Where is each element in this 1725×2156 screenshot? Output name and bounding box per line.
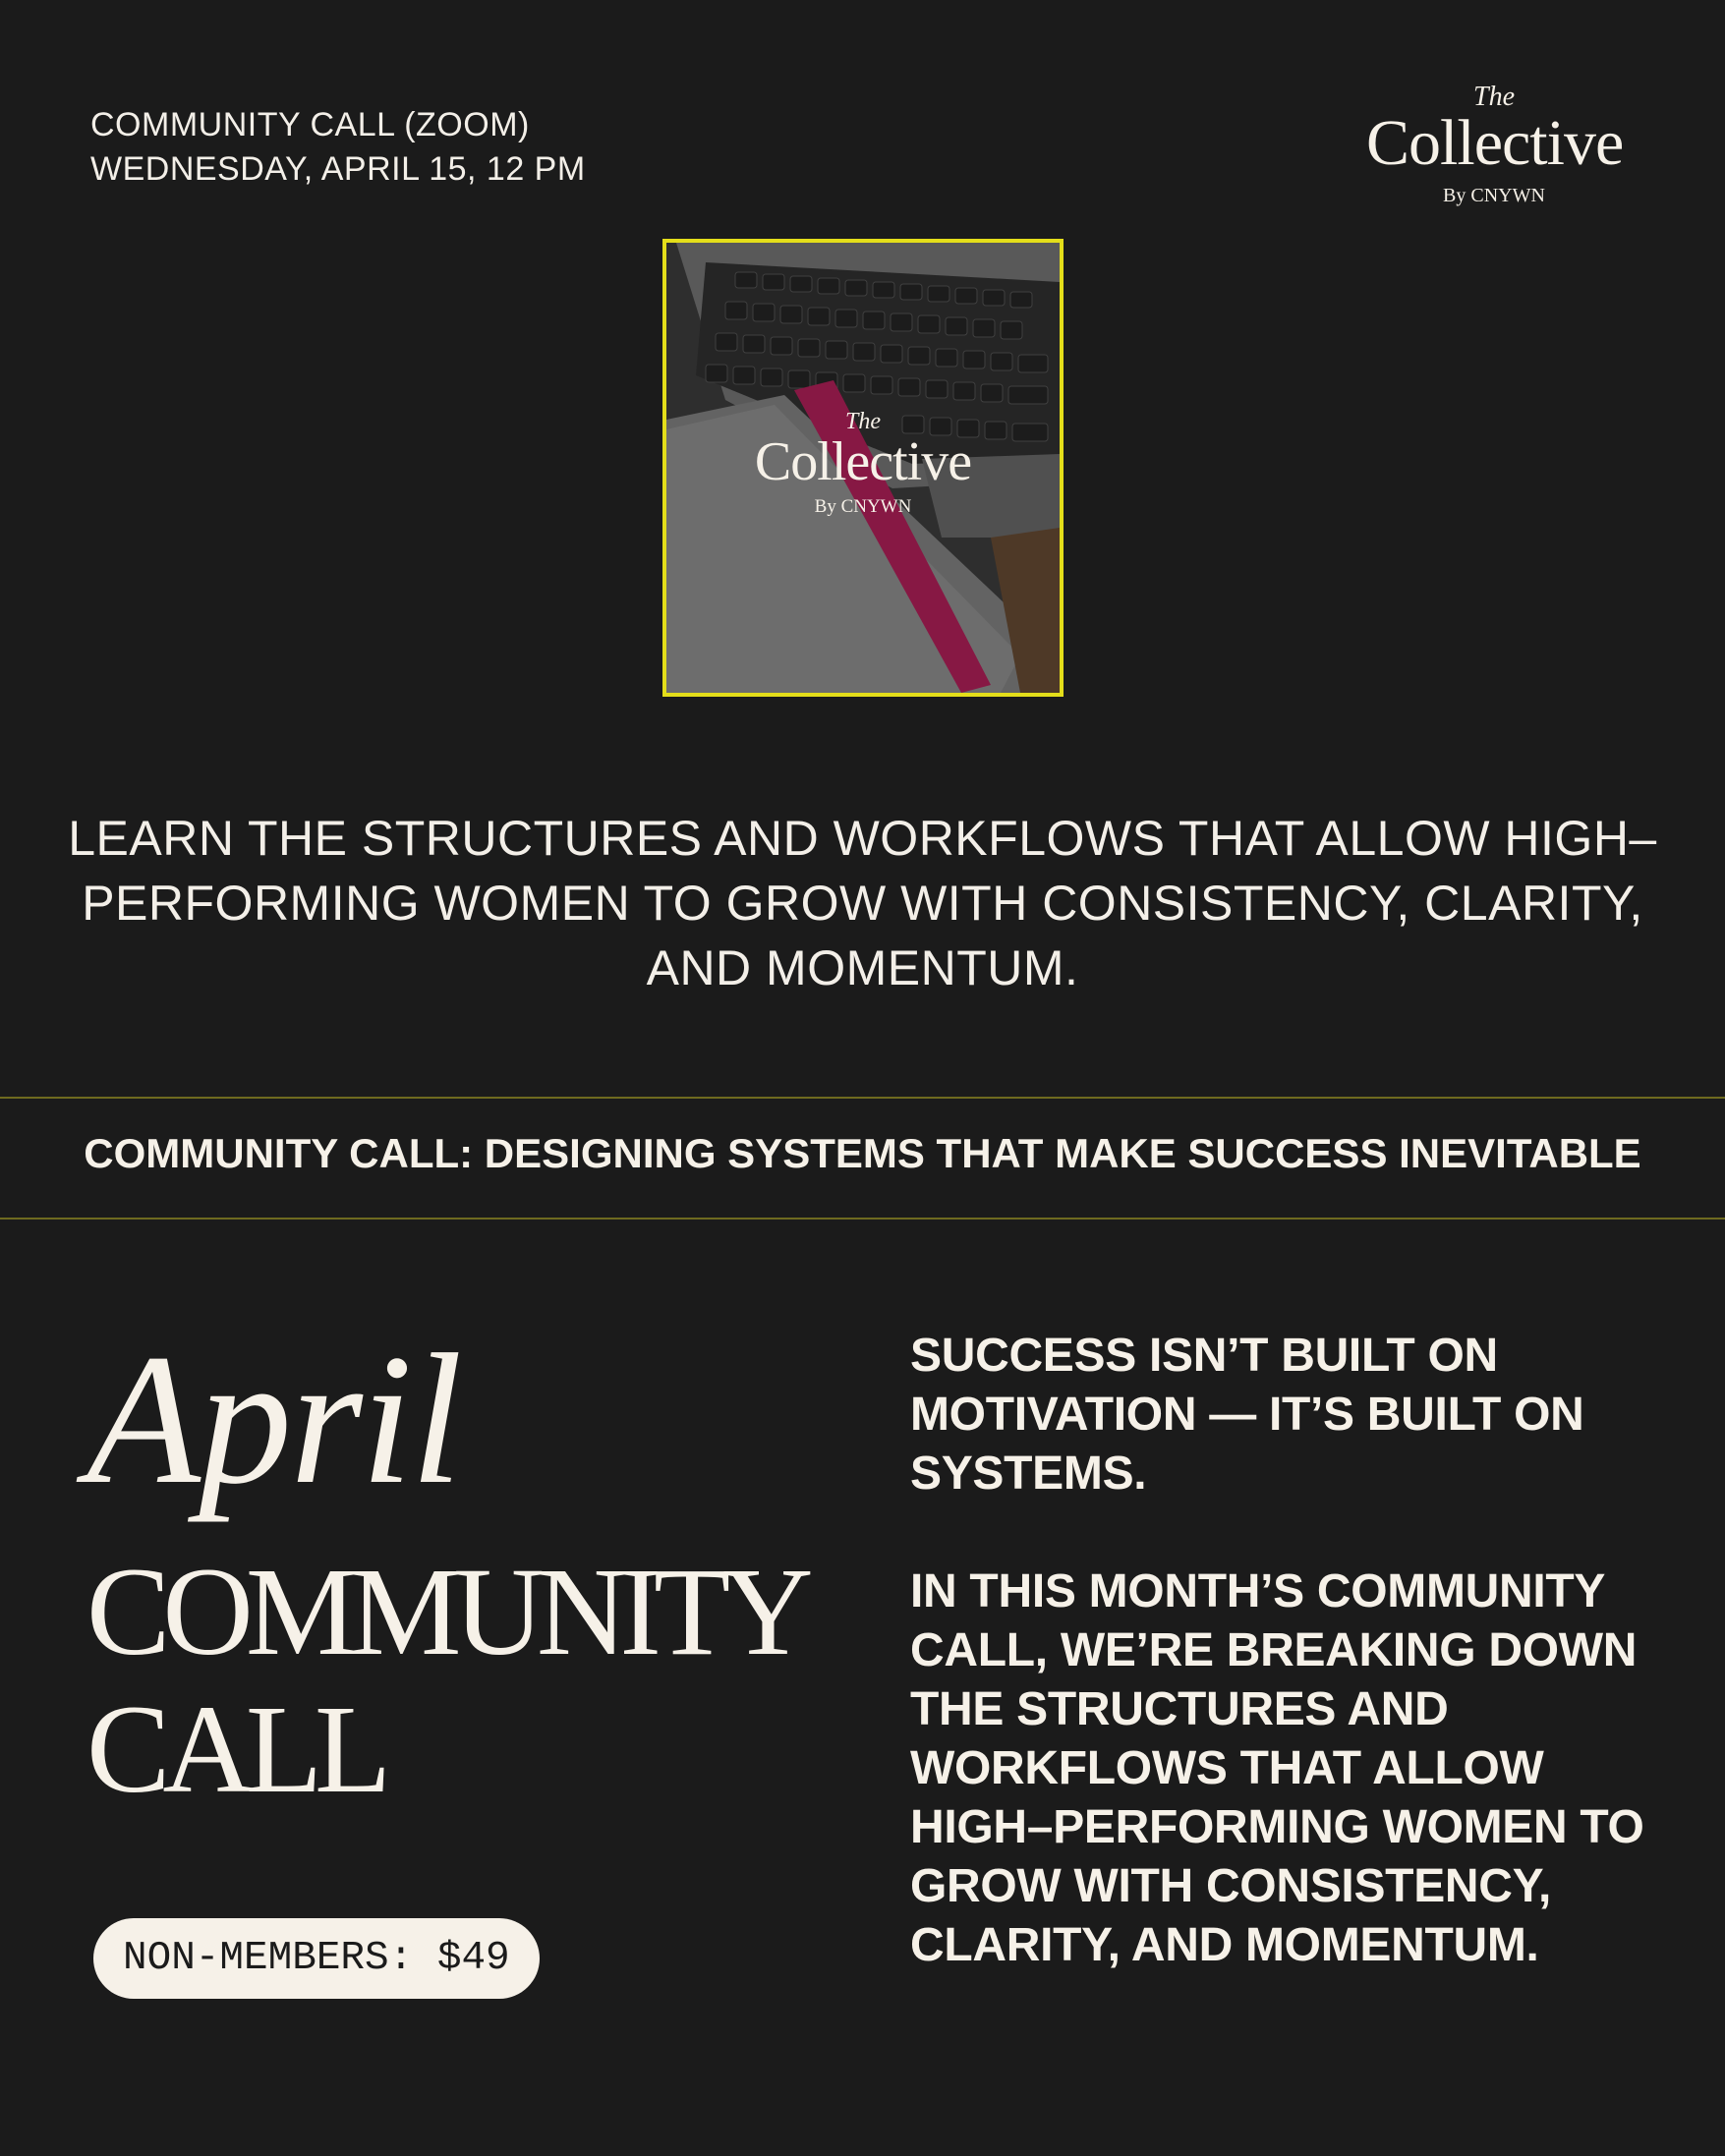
brand-logo-by: By CNYWN <box>1443 185 1545 206</box>
photo-logo-name: Collective <box>754 431 972 492</box>
event-date: WEDNESDAY, APRIL 15, 12 PM <box>90 150 586 188</box>
call-title <box>86 1543 806 1818</box>
month-heading: April <box>86 1317 461 1523</box>
photo-logo-by: By CNYWN <box>814 496 912 517</box>
event-details <box>90 103 586 192</box>
brand-logo-name: Collective <box>1366 107 1624 179</box>
price-badge: NON-MEMBERS: $49 <box>93 1918 540 1999</box>
tagline: LEARN THE STRUCTURES AND WORKFLOWS THAT ALLOW HIGH–PERFORMING WOMEN TO GROW WITH CONSISTENCY, CLARITY, AND MOMENTUM. <box>68 811 1657 995</box>
divider-top <box>0 1097 1725 1099</box>
hero-photo <box>662 239 1064 697</box>
call-subtitle: COMMUNITY CALL: DESIGNING SYSTEMS THAT MAKE SUCCESS INEVITABLE <box>84 1130 1641 1176</box>
photo-logo-the: The <box>845 409 881 434</box>
event-type: COMMUNITY CALL (ZOOM) <box>90 106 530 143</box>
brand-logo-the: The <box>1473 82 1515 112</box>
call-title-line1: COMMUNITY <box>86 1542 806 1681</box>
photo-logo <box>666 410 1060 520</box>
description-paragraph-1: SUCCESS ISN’T BUILT ON MOTIVATION — IT’S BUILT ON SYSTEMS. <box>910 1330 1584 1500</box>
description <box>910 1327 1657 1975</box>
call-title-line2: CALL <box>86 1679 384 1819</box>
divider-bottom <box>0 1218 1725 1220</box>
description-paragraph-2: IN THIS MONTH’S COMMUNITY CALL, WE’RE BREAKING DOWN THE STRUCTURES AND WORKFLOWS THAT ALLOW HIGH–PERFORMING WOMEN TO GROW WITH CONSISTENCY, CLARITY, AND MOMENTUM. <box>910 1565 1644 1971</box>
brand-logo <box>1366 84 1622 209</box>
